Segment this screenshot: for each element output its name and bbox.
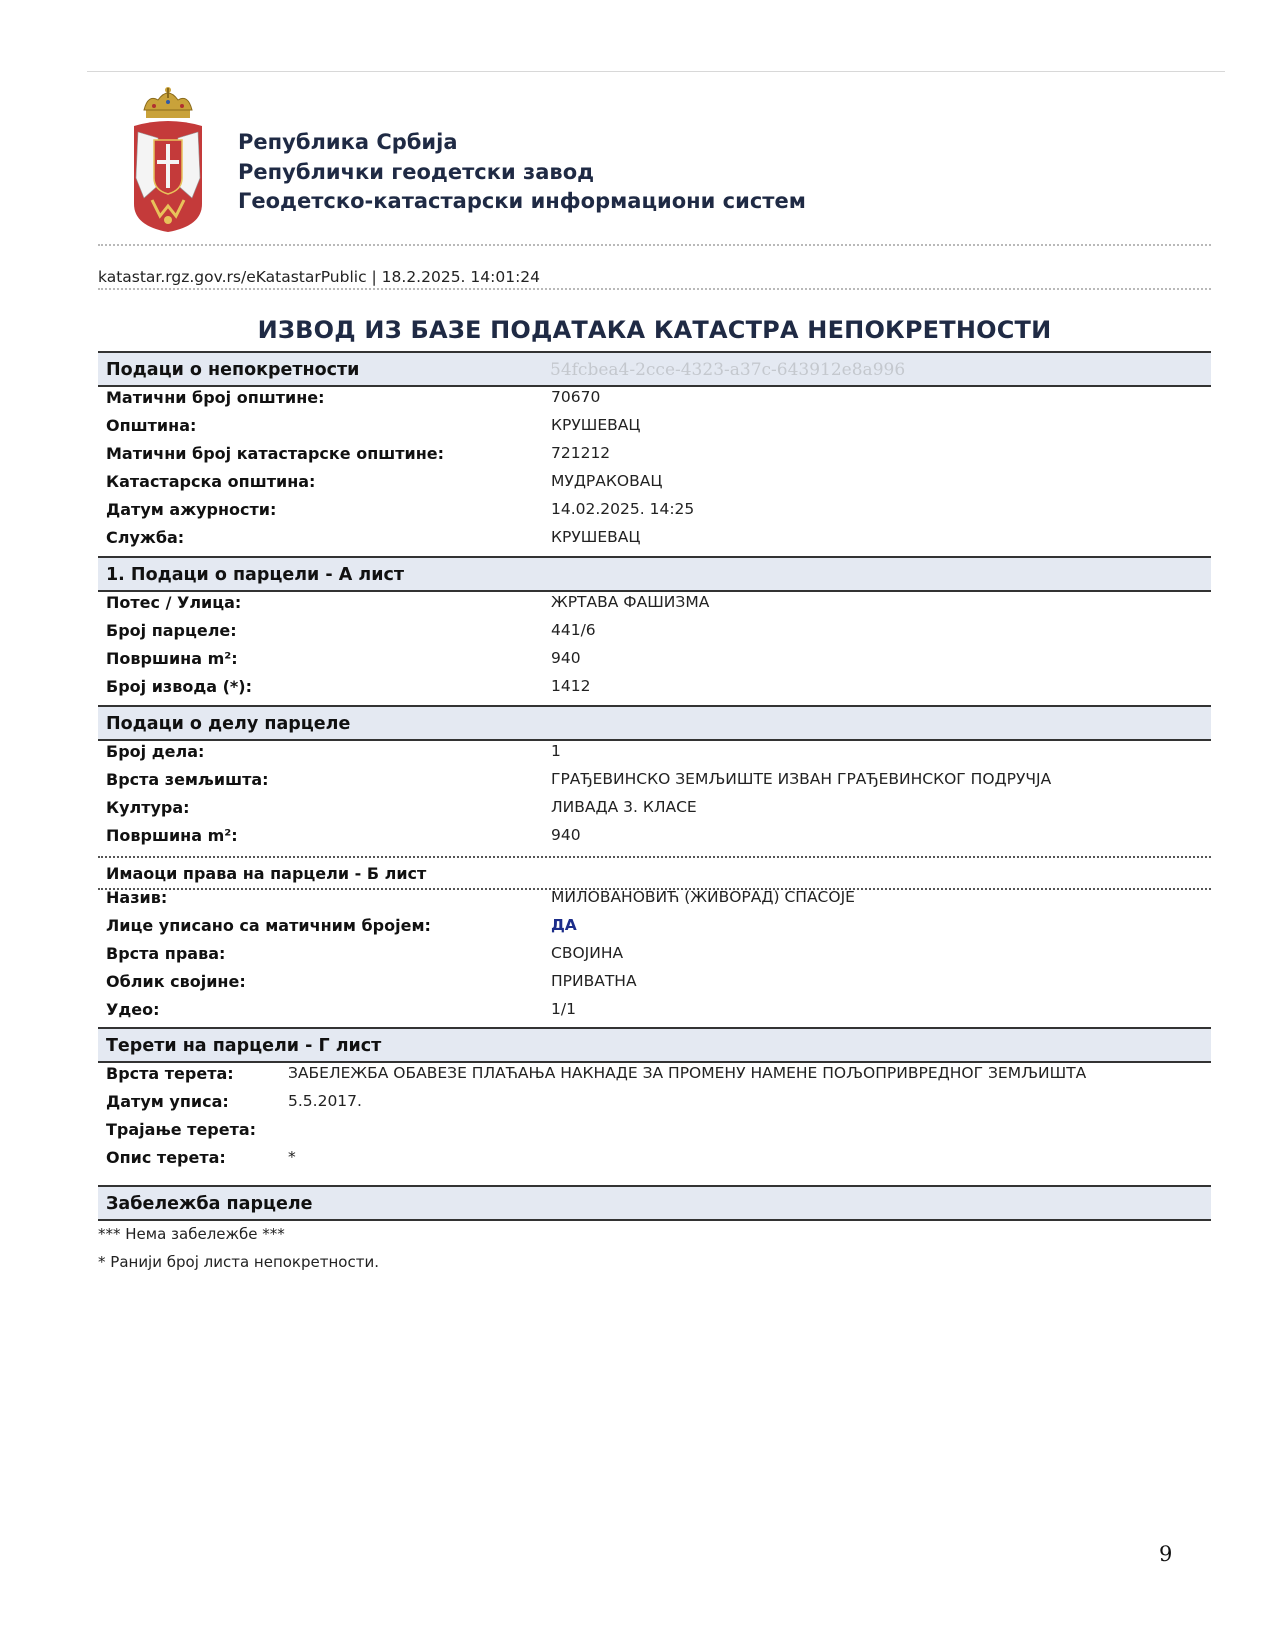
- field-value: КРУШЕВАЦ: [551, 416, 641, 434]
- field-label: Број извода (*):: [106, 677, 252, 696]
- header-line-3: Геодетско-катастарски информациони систем: [238, 189, 806, 213]
- field-row: [98, 525, 1211, 552]
- field-row: [98, 385, 1211, 412]
- field-label: Врста терета:: [106, 1064, 234, 1083]
- field-label: Површина m²:: [106, 826, 238, 845]
- field-row: [98, 823, 1211, 850]
- section-burdens: [98, 1027, 1211, 1063]
- field-row: [98, 969, 1211, 996]
- no-note-text: *** Нема забележбе ***: [98, 1225, 285, 1243]
- field-row: [98, 1117, 1211, 1144]
- field-value: 940: [551, 649, 581, 667]
- document-uid: 54fcbea4-2cce-4323-a37c-643912e8a996: [550, 360, 906, 380]
- field-row: [98, 590, 1211, 617]
- field-value: 14.02.2025. 14:25: [551, 500, 695, 518]
- field-value: ЗАБЕЛЕЖБА ОБАВЕЗЕ ПЛАЋАЊА НАКНАДЕ ЗА ПРОМЕНУ НАМЕНЕ ПОЉОПРИВРЕДНОГ ЗЕМЉИШТА: [288, 1064, 1087, 1082]
- section-heading: Имаоци права на парцели - Б лист: [106, 864, 427, 883]
- field-row: [98, 767, 1211, 794]
- field-row: [98, 1145, 1211, 1172]
- field-row: [98, 885, 1211, 912]
- field-label: Број дела:: [106, 742, 205, 761]
- field-label: Култура:: [106, 798, 190, 817]
- field-row: [98, 1061, 1211, 1088]
- field-label: Матични број општине:: [106, 388, 325, 407]
- field-row: [98, 941, 1211, 968]
- field-row: [98, 739, 1211, 766]
- section-heading: Подаци о непокретности: [106, 360, 360, 380]
- field-label: Удео:: [106, 1000, 160, 1019]
- field-row: [98, 913, 1211, 940]
- field-value: 1/1: [551, 1000, 576, 1018]
- field-label: Опис терета:: [106, 1148, 226, 1167]
- section-heading: Забележба парцеле: [106, 1194, 313, 1214]
- field-row: [98, 674, 1211, 701]
- field-value: 70670: [551, 388, 601, 406]
- field-label: Врста права:: [106, 944, 226, 963]
- field-label: Потес / Улица:: [106, 593, 242, 612]
- page-number: 9: [1159, 1542, 1173, 1566]
- field-label: Служба:: [106, 528, 185, 547]
- section-heading: Терети на парцели - Г лист: [106, 1036, 382, 1056]
- section-heading: Подаци о делу парцеле: [106, 714, 351, 734]
- field-value: СВОЈИНА: [551, 944, 624, 962]
- field-row: [98, 646, 1211, 673]
- field-value: ПРИВАТНА: [551, 972, 637, 990]
- organization-header: [238, 128, 806, 217]
- field-value: 1: [551, 742, 561, 760]
- field-row: [98, 618, 1211, 645]
- field-value: 5.5.2017.: [288, 1092, 362, 1110]
- field-label: Број парцеле:: [106, 621, 237, 640]
- field-value: *: [288, 1148, 296, 1166]
- field-label: Матични број катастарске општине:: [106, 444, 445, 463]
- field-label: Површина m²:: [106, 649, 238, 668]
- field-row: [98, 413, 1211, 440]
- field-label: Врста земљишта:: [106, 770, 269, 789]
- field-label: Облик својине:: [106, 972, 246, 991]
- field-label: Општина:: [106, 416, 197, 435]
- field-value: ГРАЂЕВИНСКО ЗЕМЉИШТЕ ИЗВАН ГРАЂЕВИНСКОГ ПОДРУЧЈА: [551, 770, 1052, 788]
- divider: [98, 288, 1211, 290]
- field-value: 940: [551, 826, 581, 844]
- field-label: Назив:: [106, 888, 168, 907]
- field-row: [98, 1089, 1211, 1116]
- field-value: МИЛОВАНОВИЋ (ЖИВОРАД) СПАСОЈЕ: [551, 888, 855, 906]
- field-value: КРУШЕВАЦ: [551, 528, 641, 546]
- field-label: Лице уписано са матичним бројем:: [106, 916, 431, 935]
- section-parcel: [98, 556, 1211, 592]
- field-label: Катастарска општина:: [106, 472, 316, 491]
- field-value: 441/6: [551, 621, 596, 639]
- divider: [98, 244, 1211, 246]
- section-parcel-part: [98, 705, 1211, 741]
- field-row: [98, 441, 1211, 468]
- section-heading: 1. Подаци о парцели - А лист: [106, 565, 404, 585]
- field-label: Трајање терета:: [106, 1120, 257, 1139]
- field-row: [98, 497, 1211, 524]
- field-value: 1412: [551, 677, 591, 695]
- field-value: МУДРАКОВАЦ: [551, 472, 663, 490]
- section-parcel-note: [98, 1185, 1211, 1221]
- field-label: Датум ажурности:: [106, 500, 277, 519]
- top-rule: [87, 71, 1225, 72]
- field-row: [98, 997, 1211, 1024]
- section-property: [98, 351, 1211, 387]
- header-line-1: Република Србија: [238, 130, 458, 154]
- source-timestamp: katastar.rgz.gov.rs/eKatastarPublic | 18.2.2025. 14:01:24: [98, 268, 541, 286]
- document-title: ИЗВОД ИЗ БАЗЕ ПОДАТАКА КАТАСТРА НЕПОКРЕТНОСТИ: [257, 316, 1052, 344]
- field-value: ЖРТАВА ФАШИЗМА: [551, 593, 710, 611]
- coat-of-arms-icon: [128, 86, 208, 234]
- field-value: ДА: [551, 916, 577, 934]
- header-line-2: Републички геодетски завод: [238, 159, 595, 184]
- field-row: [98, 469, 1211, 496]
- field-value: 721212: [551, 444, 611, 462]
- footnote: * Ранији број листа непокретности.: [98, 1253, 379, 1271]
- field-value: ЛИВАДА 3. КЛАСЕ: [551, 798, 697, 816]
- field-row: [98, 795, 1211, 822]
- field-label: Датум уписа:: [106, 1092, 229, 1111]
